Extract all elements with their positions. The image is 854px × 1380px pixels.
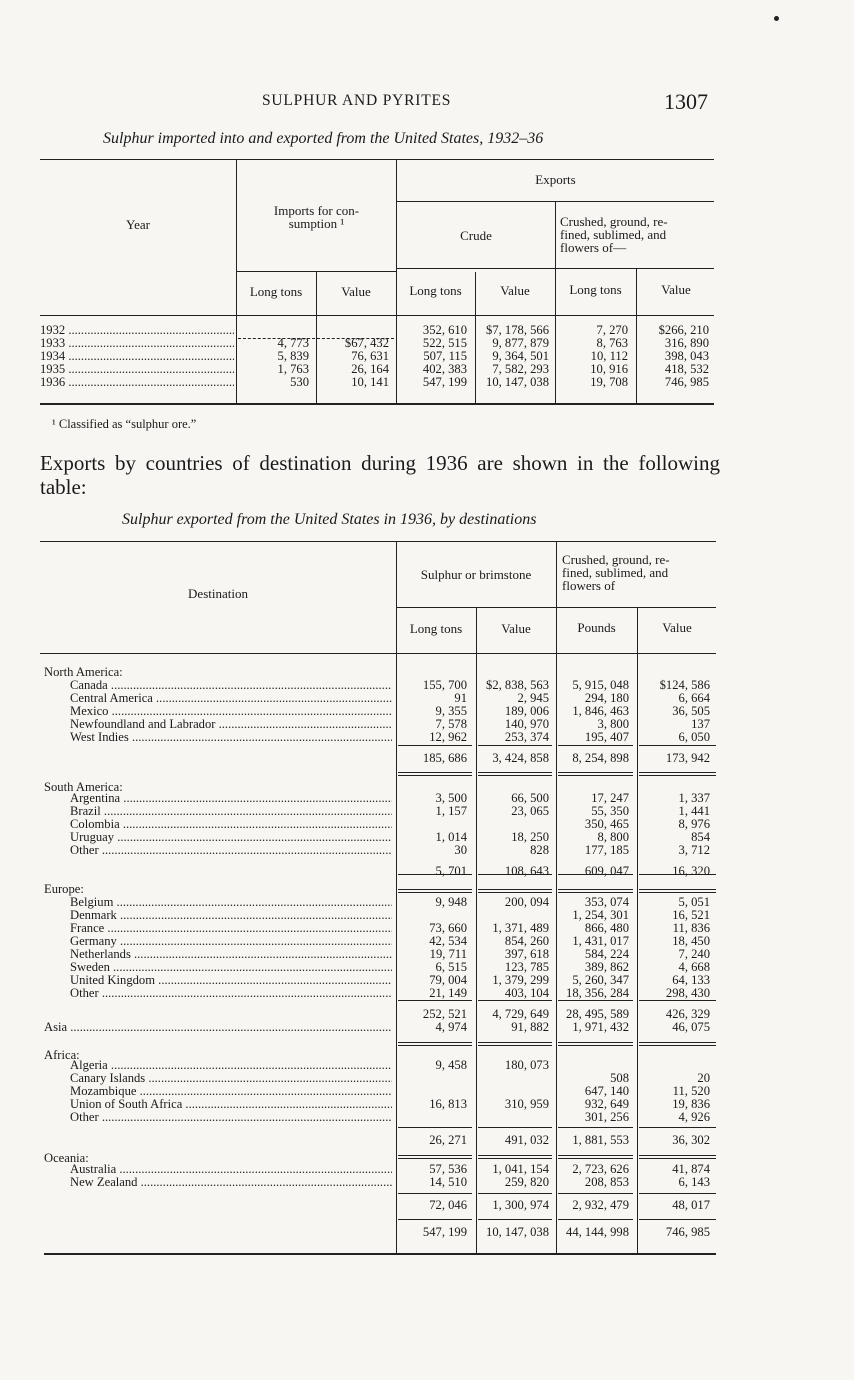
table1-crushed-value-header: Value (661, 282, 691, 297)
table-cell: 4, 729, 649 (492, 1007, 549, 1021)
table-cell: 16, 320 (672, 864, 710, 878)
table-cell: 298, 430 (665, 986, 710, 1000)
destination-label: West Indies ..... (70, 731, 392, 744)
table-cell: 6, 515 (435, 960, 467, 974)
table-cell: $7, 178, 566 (486, 323, 549, 337)
table-cell: 389, 862 (584, 960, 629, 974)
table-cell: 5, 051 (678, 895, 710, 909)
table-cell: 3, 800 (597, 717, 629, 731)
table-cell: 10, 112 (590, 349, 628, 363)
table-cell: 26, 164 (351, 362, 389, 376)
table-row (0, 896, 854, 909)
table-row (0, 731, 854, 744)
table2-crushed-header: Crushed, ground, re- fined, sublimed, and flowers of (562, 552, 670, 593)
table1-crude-header: Crude (460, 228, 492, 243)
table-cell: 403, 104 (504, 986, 549, 1000)
table-cell: 44, 144, 998 (566, 1225, 629, 1239)
table-cell: 9, 877, 879 (492, 336, 549, 350)
table1-caption: Sulphur imported into and exported from the United States, 1932–36 (103, 130, 544, 147)
destination-label: North America: (44, 666, 123, 679)
page-mark (774, 16, 779, 21)
destination-label: France ..... (70, 922, 392, 935)
table-row (0, 692, 854, 705)
table-cell: 294, 180 (584, 691, 629, 705)
table-cell: 18, 450 (672, 934, 710, 948)
table2-pounds-header: Pounds (577, 620, 616, 635)
table-cell: 19, 711 (429, 947, 467, 961)
table-cell: 10, 916 (590, 362, 628, 376)
table-row (0, 1021, 854, 1034)
table-cell: 17, 247 (591, 791, 629, 805)
table-row (0, 909, 854, 922)
table1-imports-header: Imports for con- sumption ¹ (273, 203, 360, 231)
table-cell: 418, 532 (664, 362, 709, 376)
table1-footnote: ¹ Classified as “sulphur ore.” (52, 417, 197, 431)
table1-crushed-header: Crushed, ground, re- fined, sublimed, and flowers of— (560, 214, 668, 255)
table-cell: 7, 582, 293 (492, 362, 549, 376)
table-cell: 55, 350 (591, 804, 629, 818)
table-cell: 647, 140 (584, 1084, 629, 1098)
destination-label: Australia ..... (70, 1163, 392, 1176)
table-cell: 7, 270 (596, 323, 628, 337)
page-header: SULPHUR AND PYRITES (262, 92, 452, 109)
table-row (0, 805, 854, 818)
table-cell: 426, 329 (665, 1007, 710, 1021)
table-cell: 1, 300, 974 (492, 1198, 549, 1212)
destination-label: Other ..... (70, 844, 392, 857)
table-cell: 491, 032 (504, 1133, 549, 1147)
table1-crude-value-header: Value (500, 283, 530, 298)
table-cell: 30 (454, 843, 467, 857)
table-cell: 91 (454, 691, 467, 705)
table-cell: 6, 143 (678, 1175, 710, 1189)
table-cell: 3, 424, 858 (492, 751, 549, 765)
table-row (0, 948, 854, 961)
table-cell: 16, 521 (672, 908, 710, 922)
table-cell: 352, 610 (422, 323, 467, 337)
table-cell: 6, 664 (678, 691, 710, 705)
table1-imports-value-header: Value (341, 284, 371, 299)
destination-label: Canada ..... (70, 679, 392, 692)
table-cell: 301, 256 (584, 1110, 629, 1124)
table2-destination-header: Destination (188, 586, 248, 601)
table-cell: 2, 723, 626 (572, 1162, 629, 1176)
destination-label: Europe: (44, 883, 84, 896)
table-cell: 155, 700 (422, 678, 467, 692)
table-cell: $2, 838, 563 (486, 678, 549, 692)
table-cell: 10, 147, 038 (486, 375, 549, 389)
table-cell: 20 (697, 1071, 710, 1085)
table-cell: 42, 534 (429, 934, 467, 948)
table-cell: 140, 970 (504, 717, 549, 731)
destination-label: Other ..... (70, 987, 392, 1000)
destination-label: Denmark ..... (70, 909, 392, 922)
table-cell: 1, 014 (435, 830, 467, 844)
table-cell: 66, 500 (511, 791, 549, 805)
table-row (0, 922, 854, 935)
subtotal-row (0, 1226, 854, 1239)
table-cell: 508 (610, 1071, 629, 1085)
year-label: 1934 ..... (40, 350, 234, 363)
destination-label: Newfoundland and Labrador ..... (70, 718, 392, 731)
table-cell: 828 (530, 843, 549, 857)
subtotal-row (0, 1134, 854, 1147)
destination-label: Union of South Africa ..... (70, 1098, 392, 1111)
destination-label: Netherlands ..... (70, 948, 392, 961)
table-cell: 547, 199 (422, 375, 467, 389)
table-cell: 72, 046 (429, 1198, 467, 1212)
table-cell: 9, 355 (435, 704, 467, 718)
table-cell: 932, 649 (584, 1097, 629, 1111)
table-cell: 91, 882 (511, 1020, 549, 1034)
destination-label: Belgium ..... (70, 896, 392, 909)
table-cell: 64, 133 (672, 973, 710, 987)
table-cell: 397, 618 (504, 947, 549, 961)
table-cell: 1, 041, 154 (492, 1162, 549, 1176)
table2-caption: Sulphur exported from the United States in 1936, by destinations (122, 511, 537, 528)
table-cell: 350, 465 (584, 817, 629, 831)
year-label: 1932 ..... (40, 324, 234, 337)
table2-tons-header: Long tons (409, 621, 463, 636)
table-cell: 854, 260 (504, 934, 549, 948)
subtotal-row (0, 1008, 854, 1021)
table-cell: 8, 763 (596, 336, 628, 350)
table-cell: 9, 948 (435, 895, 467, 909)
table1-exports-header: Exports (535, 172, 576, 187)
destination-label: Colombia ..... (70, 818, 392, 831)
table-cell: 316, 890 (664, 336, 709, 350)
table-row (0, 705, 854, 718)
table-cell: 11, 520 (672, 1084, 710, 1098)
year-label: 1936 ..... (40, 376, 234, 389)
destination-label: Brazil ..... (70, 805, 392, 818)
table-cell: 4, 668 (678, 960, 710, 974)
table-cell: 866, 480 (584, 921, 629, 935)
destination-label: Other ..... (70, 1111, 392, 1124)
table-cell: 28, 495, 589 (566, 1007, 629, 1021)
table-cell: 4, 773 (277, 336, 309, 350)
table-cell: 1, 431, 017 (572, 934, 629, 948)
table-cell: 1, 337 (678, 791, 710, 805)
table-cell: 8, 800 (597, 830, 629, 844)
table-cell: 1, 371, 489 (492, 921, 549, 935)
table-cell: 189, 006 (504, 704, 549, 718)
table-cell: 5, 260, 347 (572, 973, 629, 987)
table-cell: 1, 441 (678, 804, 710, 818)
table-cell: 507, 115 (423, 349, 467, 363)
table-cell: $124, 586 (659, 678, 710, 692)
table-cell: 19, 836 (672, 1097, 710, 1111)
table-cell: 23, 065 (511, 804, 549, 818)
table-row (0, 831, 854, 844)
table-cell: 8, 254, 898 (572, 751, 629, 765)
table-cell: 195, 407 (584, 730, 629, 744)
table-cell: 398, 043 (664, 349, 709, 363)
table-cell: 18, 250 (511, 830, 549, 844)
table-cell: 746, 985 (665, 1225, 710, 1239)
destination-label: Asia ..... (44, 1021, 392, 1034)
table-row (0, 961, 854, 974)
table-cell: 79, 004 (429, 973, 467, 987)
table-cell: $67, 432 (344, 336, 389, 350)
table-row (0, 679, 854, 692)
table-cell: 14, 510 (429, 1175, 467, 1189)
destination-label: Central America ..... (70, 692, 392, 705)
table-cell: 36, 505 (672, 704, 710, 718)
table-cell: 1, 254, 301 (572, 908, 629, 922)
table-cell: 252, 521 (422, 1007, 467, 1021)
table-cell: 2, 945 (517, 691, 549, 705)
table-row (0, 1176, 854, 1189)
destination-label: United Kingdom ..... (70, 974, 392, 987)
subtotal-row (0, 1199, 854, 1212)
table-cell: 123, 785 (504, 960, 549, 974)
subtotal-row (0, 752, 854, 765)
body-paragraph: Exports by countries of destination during 1936 are shown in the following table: (40, 451, 720, 499)
table-cell: 11, 836 (672, 921, 710, 935)
table-row (0, 1098, 854, 1111)
destination-label: Oceania: (44, 1152, 89, 1165)
table-cell: 8, 976 (678, 817, 710, 831)
table1-imports-tons-header: Long tons (249, 284, 303, 299)
table-cell: 1, 971, 432 (572, 1020, 629, 1034)
table-cell: 36, 302 (672, 1133, 710, 1147)
destination-label: Germany ..... (70, 935, 392, 948)
destination-label: Canary Islands ..... (70, 1072, 392, 1085)
table-cell: 4, 926 (678, 1110, 710, 1124)
table2-sulphur-header: Sulphur or brimstone (420, 567, 532, 582)
table-row (0, 1085, 854, 1098)
destination-label: Algeria ..... (70, 1059, 392, 1072)
table-cell: 1, 881, 553 (572, 1133, 629, 1147)
table-cell: 73, 660 (429, 921, 467, 935)
page-number: 1307 (664, 89, 708, 114)
table-cell: 3, 712 (678, 843, 710, 857)
year-label: 1935 ..... (40, 363, 234, 376)
destination-label: Sweden ..... (70, 961, 392, 974)
table-cell: 57, 536 (429, 1162, 467, 1176)
table-cell: 5, 915, 048 (572, 678, 629, 692)
table-cell: 253, 374 (504, 730, 549, 744)
table-row (0, 1072, 854, 1085)
table-cell: 7, 578 (435, 717, 467, 731)
table-cell: 10, 141 (351, 375, 389, 389)
table-row (0, 792, 854, 805)
table-cell: 3, 500 (435, 791, 467, 805)
table-row (0, 818, 854, 831)
table-cell: 402, 383 (422, 362, 467, 376)
table-cell: 7, 240 (678, 947, 710, 961)
table-cell: 41, 874 (672, 1162, 710, 1176)
destination-label: Mozambique ..... (70, 1085, 392, 1098)
table-row (0, 1059, 854, 1072)
table-cell: 5, 839 (277, 349, 309, 363)
table1-year-header: Year (126, 217, 150, 232)
table-cell: 1, 157 (435, 804, 467, 818)
table-cell: 173, 942 (665, 751, 710, 765)
table-cell: 2, 932, 479 (572, 1198, 629, 1212)
table1-crude-tons-header: Long tons (409, 283, 462, 298)
table-cell: 16, 813 (429, 1097, 467, 1111)
table-row (0, 376, 854, 389)
table-cell: 46, 075 (672, 1020, 710, 1034)
table-cell: 200, 094 (504, 895, 549, 909)
destination-label: Uruguay ..... (70, 831, 392, 844)
table-cell: 310, 959 (504, 1097, 549, 1111)
table-cell: 259, 820 (504, 1175, 549, 1189)
table-row (0, 987, 854, 1000)
table-cell: 137 (691, 717, 710, 731)
destination-label: Africa: (44, 1049, 80, 1062)
table-cell: 609, 047 (584, 864, 629, 878)
table-row (0, 718, 854, 731)
table-row (0, 1111, 854, 1124)
table-cell: 12, 962 (429, 730, 467, 744)
table-cell: 108, 643 (504, 864, 549, 878)
table-row (0, 935, 854, 948)
table-cell: 9, 364, 501 (492, 349, 549, 363)
table-cell: 177, 185 (584, 843, 629, 857)
table-row (0, 883, 854, 896)
destination-label: South America: (44, 781, 123, 794)
table-cell: 530 (290, 375, 309, 389)
destination-label: Argentina ..... (70, 792, 392, 805)
table-cell: 18, 356, 284 (566, 986, 629, 1000)
table-cell: 4, 974 (435, 1020, 467, 1034)
table-cell: 180, 073 (504, 1058, 549, 1072)
table-cell: 547, 199 (422, 1225, 467, 1239)
subtotal-row (0, 865, 854, 878)
table2-value2-header: Value (662, 620, 692, 635)
table-cell: 6, 050 (678, 730, 710, 744)
table-cell: 208, 853 (584, 1175, 629, 1189)
table-cell: 5, 701 (435, 864, 467, 878)
table-row (0, 844, 854, 857)
table-cell: 9, 458 (435, 1058, 467, 1072)
table1-crushed-tons-header: Long tons (569, 282, 622, 297)
table-cell: 26, 271 (429, 1133, 467, 1147)
table-cell: 19, 708 (590, 375, 628, 389)
table-cell: 48, 017 (672, 1198, 710, 1212)
table-row (0, 1163, 854, 1176)
table-cell: 185, 686 (422, 751, 467, 765)
table-cell: 854 (691, 830, 710, 844)
table-cell: 1, 763 (277, 362, 309, 376)
table-row (0, 974, 854, 987)
year-label: 1933 ..... (40, 337, 234, 350)
table-cell: 1, 379, 299 (492, 973, 549, 987)
table-cell: 1, 846, 463 (572, 704, 629, 718)
table-cell: 21, 149 (429, 986, 467, 1000)
destination-label: New Zealand ..... (70, 1176, 392, 1189)
table-cell: $266, 210 (658, 323, 709, 337)
table-cell: 353, 074 (584, 895, 629, 909)
table-cell: 584, 224 (584, 947, 629, 961)
table-cell: 746, 985 (664, 375, 709, 389)
destination-label: Mexico ..... (70, 705, 392, 718)
table-cell: 522, 515 (422, 336, 467, 350)
table-cell: 76, 631 (351, 349, 389, 363)
table2-value-header: Value (501, 621, 531, 636)
table-cell: 10, 147, 038 (486, 1225, 549, 1239)
